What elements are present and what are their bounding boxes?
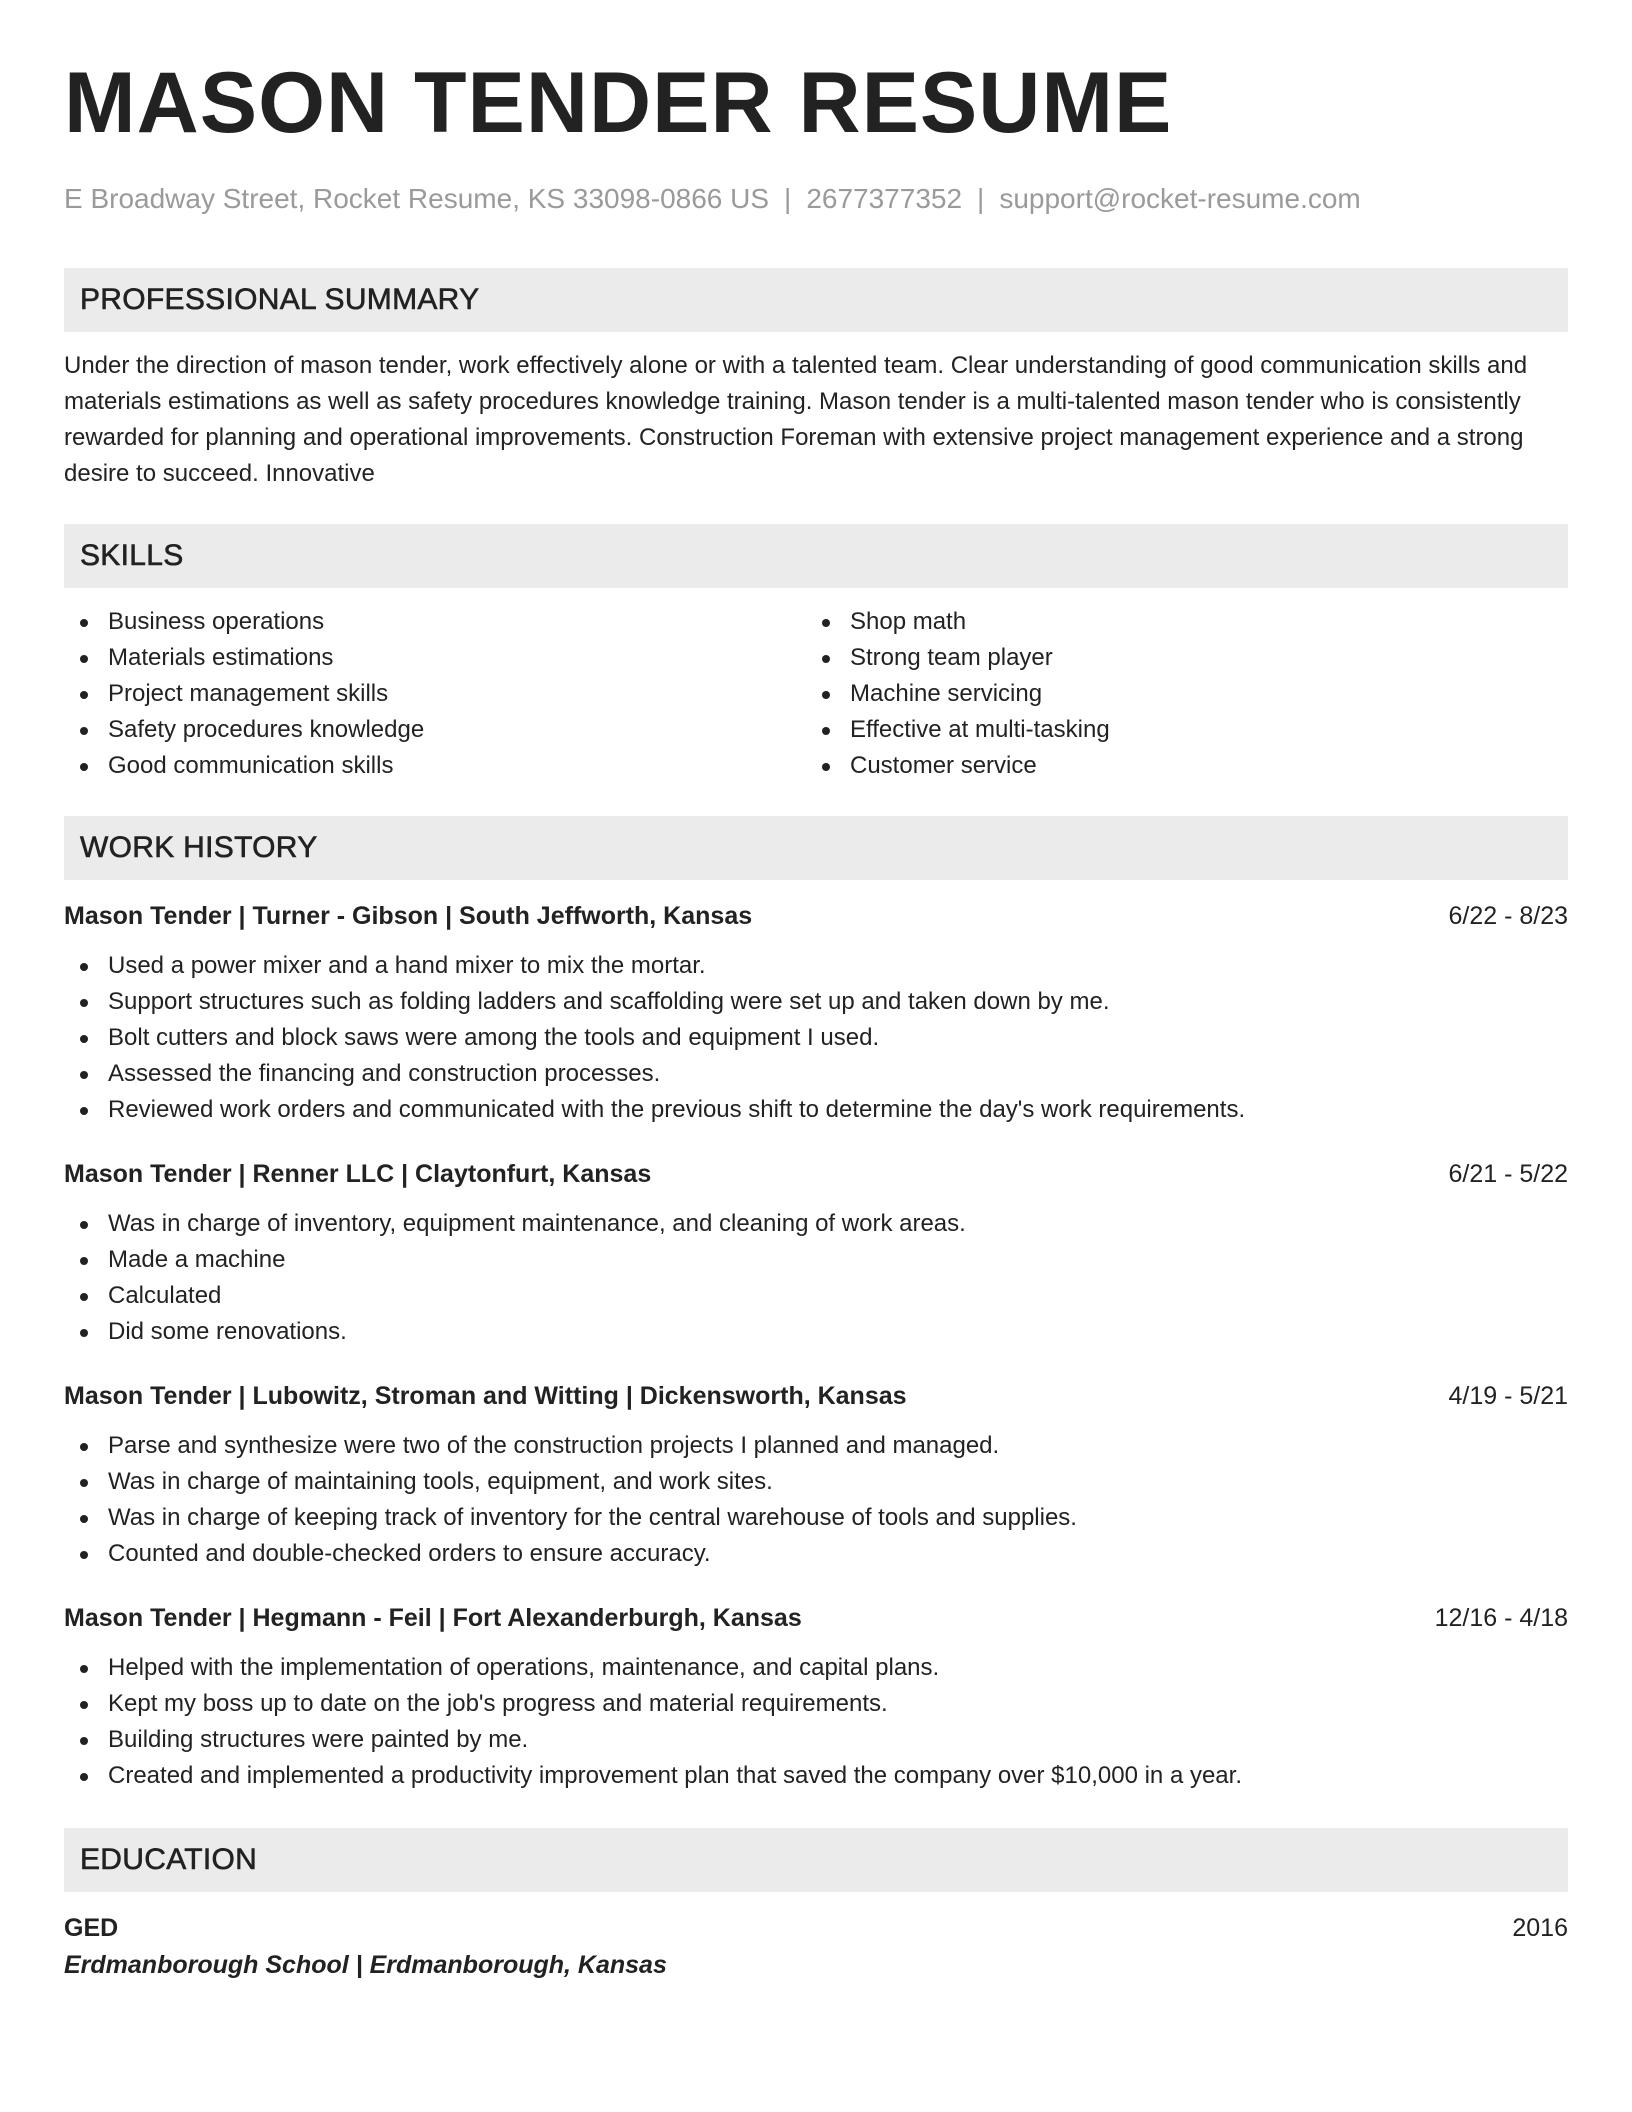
skill-item: Good communication skills bbox=[64, 748, 806, 784]
job-bullet: Kept my boss up to date on the job's progress and material requirements. bbox=[64, 1686, 1568, 1722]
job-entry bbox=[64, 1156, 1568, 1350]
skill-item: Strong team player bbox=[806, 640, 1548, 676]
job-bullet: Counted and double-checked orders to ensure accuracy. bbox=[64, 1536, 1568, 1572]
job-bullet: Was in charge of inventory, equipment maintenance, and cleaning of work areas. bbox=[64, 1206, 1568, 1242]
job-title: Mason Tender | Lubowitz, Stroman and Witting | Dickensworth, Kansas bbox=[64, 1382, 907, 1410]
summary-section-header bbox=[64, 268, 1568, 332]
contact-separator: | bbox=[977, 183, 985, 214]
job-header bbox=[64, 1378, 1568, 1414]
job-bullet: Was in charge of keeping track of inventory for the central warehouse of tools and supplies. bbox=[64, 1500, 1568, 1536]
skill-item: Shop math bbox=[806, 604, 1548, 640]
skills-column-left bbox=[64, 604, 806, 784]
skill-item: Machine servicing bbox=[806, 676, 1548, 712]
education-year: 2016 bbox=[1512, 1914, 1568, 1942]
education-degree: GED bbox=[64, 1914, 119, 1942]
skill-item: Business operations bbox=[64, 604, 806, 640]
contact-phone: 2677377352 bbox=[806, 183, 963, 214]
education-header bbox=[64, 1910, 1568, 1946]
job-header bbox=[64, 1600, 1568, 1636]
job-bullet: Used a power mixer and a hand mixer to mix the mortar. bbox=[64, 948, 1568, 984]
job-dates: 12/16 - 4/18 bbox=[1434, 1604, 1568, 1632]
skill-item: Materials estimations bbox=[64, 640, 806, 676]
skill-item: Customer service bbox=[806, 748, 1548, 784]
page-title: MASON TENDER RESUME bbox=[64, 55, 1173, 151]
job-title: Mason Tender | Renner LLC | Claytonfurt, Kansas bbox=[64, 1160, 652, 1188]
contact-separator: | bbox=[784, 183, 792, 214]
skill-item: Project management skills bbox=[64, 676, 806, 712]
job-title: Mason Tender | Hegmann - Feil | Fort Alexanderburgh, Kansas bbox=[64, 1604, 802, 1632]
job-bullet: Support structures such as folding ladders and scaffolding were set up and taken down by me. bbox=[64, 984, 1568, 1020]
job-bullets bbox=[64, 1206, 1568, 1350]
job-bullet: Did some renovations. bbox=[64, 1314, 1568, 1350]
contact-address: E Broadway Street, Rocket Resume, KS 33098-0866 US bbox=[64, 183, 770, 214]
contact-email: support@rocket-resume.com bbox=[999, 183, 1361, 214]
job-bullet: Created and implemented a productivity improvement plan that saved the company over $10,000 in a year. bbox=[64, 1758, 1568, 1794]
skills-column-right bbox=[806, 604, 1548, 784]
job-entry bbox=[64, 898, 1568, 1128]
education-entry bbox=[64, 1910, 1568, 1984]
skills-heading: SKILLS bbox=[80, 539, 184, 572]
job-title: Mason Tender | Turner - Gibson | South Jeffworth, Kansas bbox=[64, 902, 753, 930]
summary-heading: PROFESSIONAL SUMMARY bbox=[80, 283, 480, 316]
job-bullet: Bolt cutters and block saws were among the tools and equipment I used. bbox=[64, 1020, 1568, 1056]
job-bullet: Reviewed work orders and communicated with the previous shift to determine the day's work requirements. bbox=[64, 1092, 1568, 1128]
job-bullet: Building structures were painted by me. bbox=[64, 1722, 1568, 1758]
summary-text: Under the direction of mason tender, work effectively alone or with a talented team. Clear understanding of good communication skills and materials estimations as well as safety procedures knowledge training. Mason tender is a multi-talented mason tender who is consistently rewarded for planning and operational improvements. Construction Foreman with extensive project management experience and a strong desire to succeed. Innovative bbox=[64, 352, 1528, 487]
skill-item: Effective at multi-tasking bbox=[806, 712, 1548, 748]
work-heading: WORK HISTORY bbox=[80, 831, 318, 864]
skills-section-header bbox=[64, 524, 1568, 588]
skill-item: Safety procedures knowledge bbox=[64, 712, 806, 748]
job-dates: 6/22 - 8/23 bbox=[1448, 902, 1568, 930]
job-bullet: Was in charge of maintaining tools, equipment, and work sites. bbox=[64, 1464, 1568, 1500]
job-header bbox=[64, 1156, 1568, 1192]
contact-line bbox=[64, 182, 1568, 216]
job-bullets bbox=[64, 948, 1568, 1128]
job-bullet: Assessed the financing and construction processes. bbox=[64, 1056, 1568, 1092]
skills-grid bbox=[64, 604, 1568, 784]
job-bullet: Calculated bbox=[64, 1278, 1568, 1314]
job-entry bbox=[64, 1600, 1568, 1794]
job-header bbox=[64, 898, 1568, 934]
work-section-header bbox=[64, 816, 1568, 880]
job-bullets bbox=[64, 1650, 1568, 1794]
education-section-header bbox=[64, 1828, 1568, 1892]
job-bullet: Helped with the implementation of operations, maintenance, and capital plans. bbox=[64, 1650, 1568, 1686]
education-school: Erdmanborough School | Erdmanborough, Kansas bbox=[64, 1951, 667, 1979]
job-bullet: Made a machine bbox=[64, 1242, 1568, 1278]
job-dates: 4/19 - 5/21 bbox=[1448, 1382, 1568, 1410]
job-bullets bbox=[64, 1428, 1568, 1572]
job-bullet: Parse and synthesize were two of the construction projects I planned and managed. bbox=[64, 1428, 1568, 1464]
job-dates: 6/21 - 5/22 bbox=[1448, 1160, 1568, 1188]
job-entry bbox=[64, 1378, 1568, 1572]
education-heading: EDUCATION bbox=[80, 1843, 258, 1876]
